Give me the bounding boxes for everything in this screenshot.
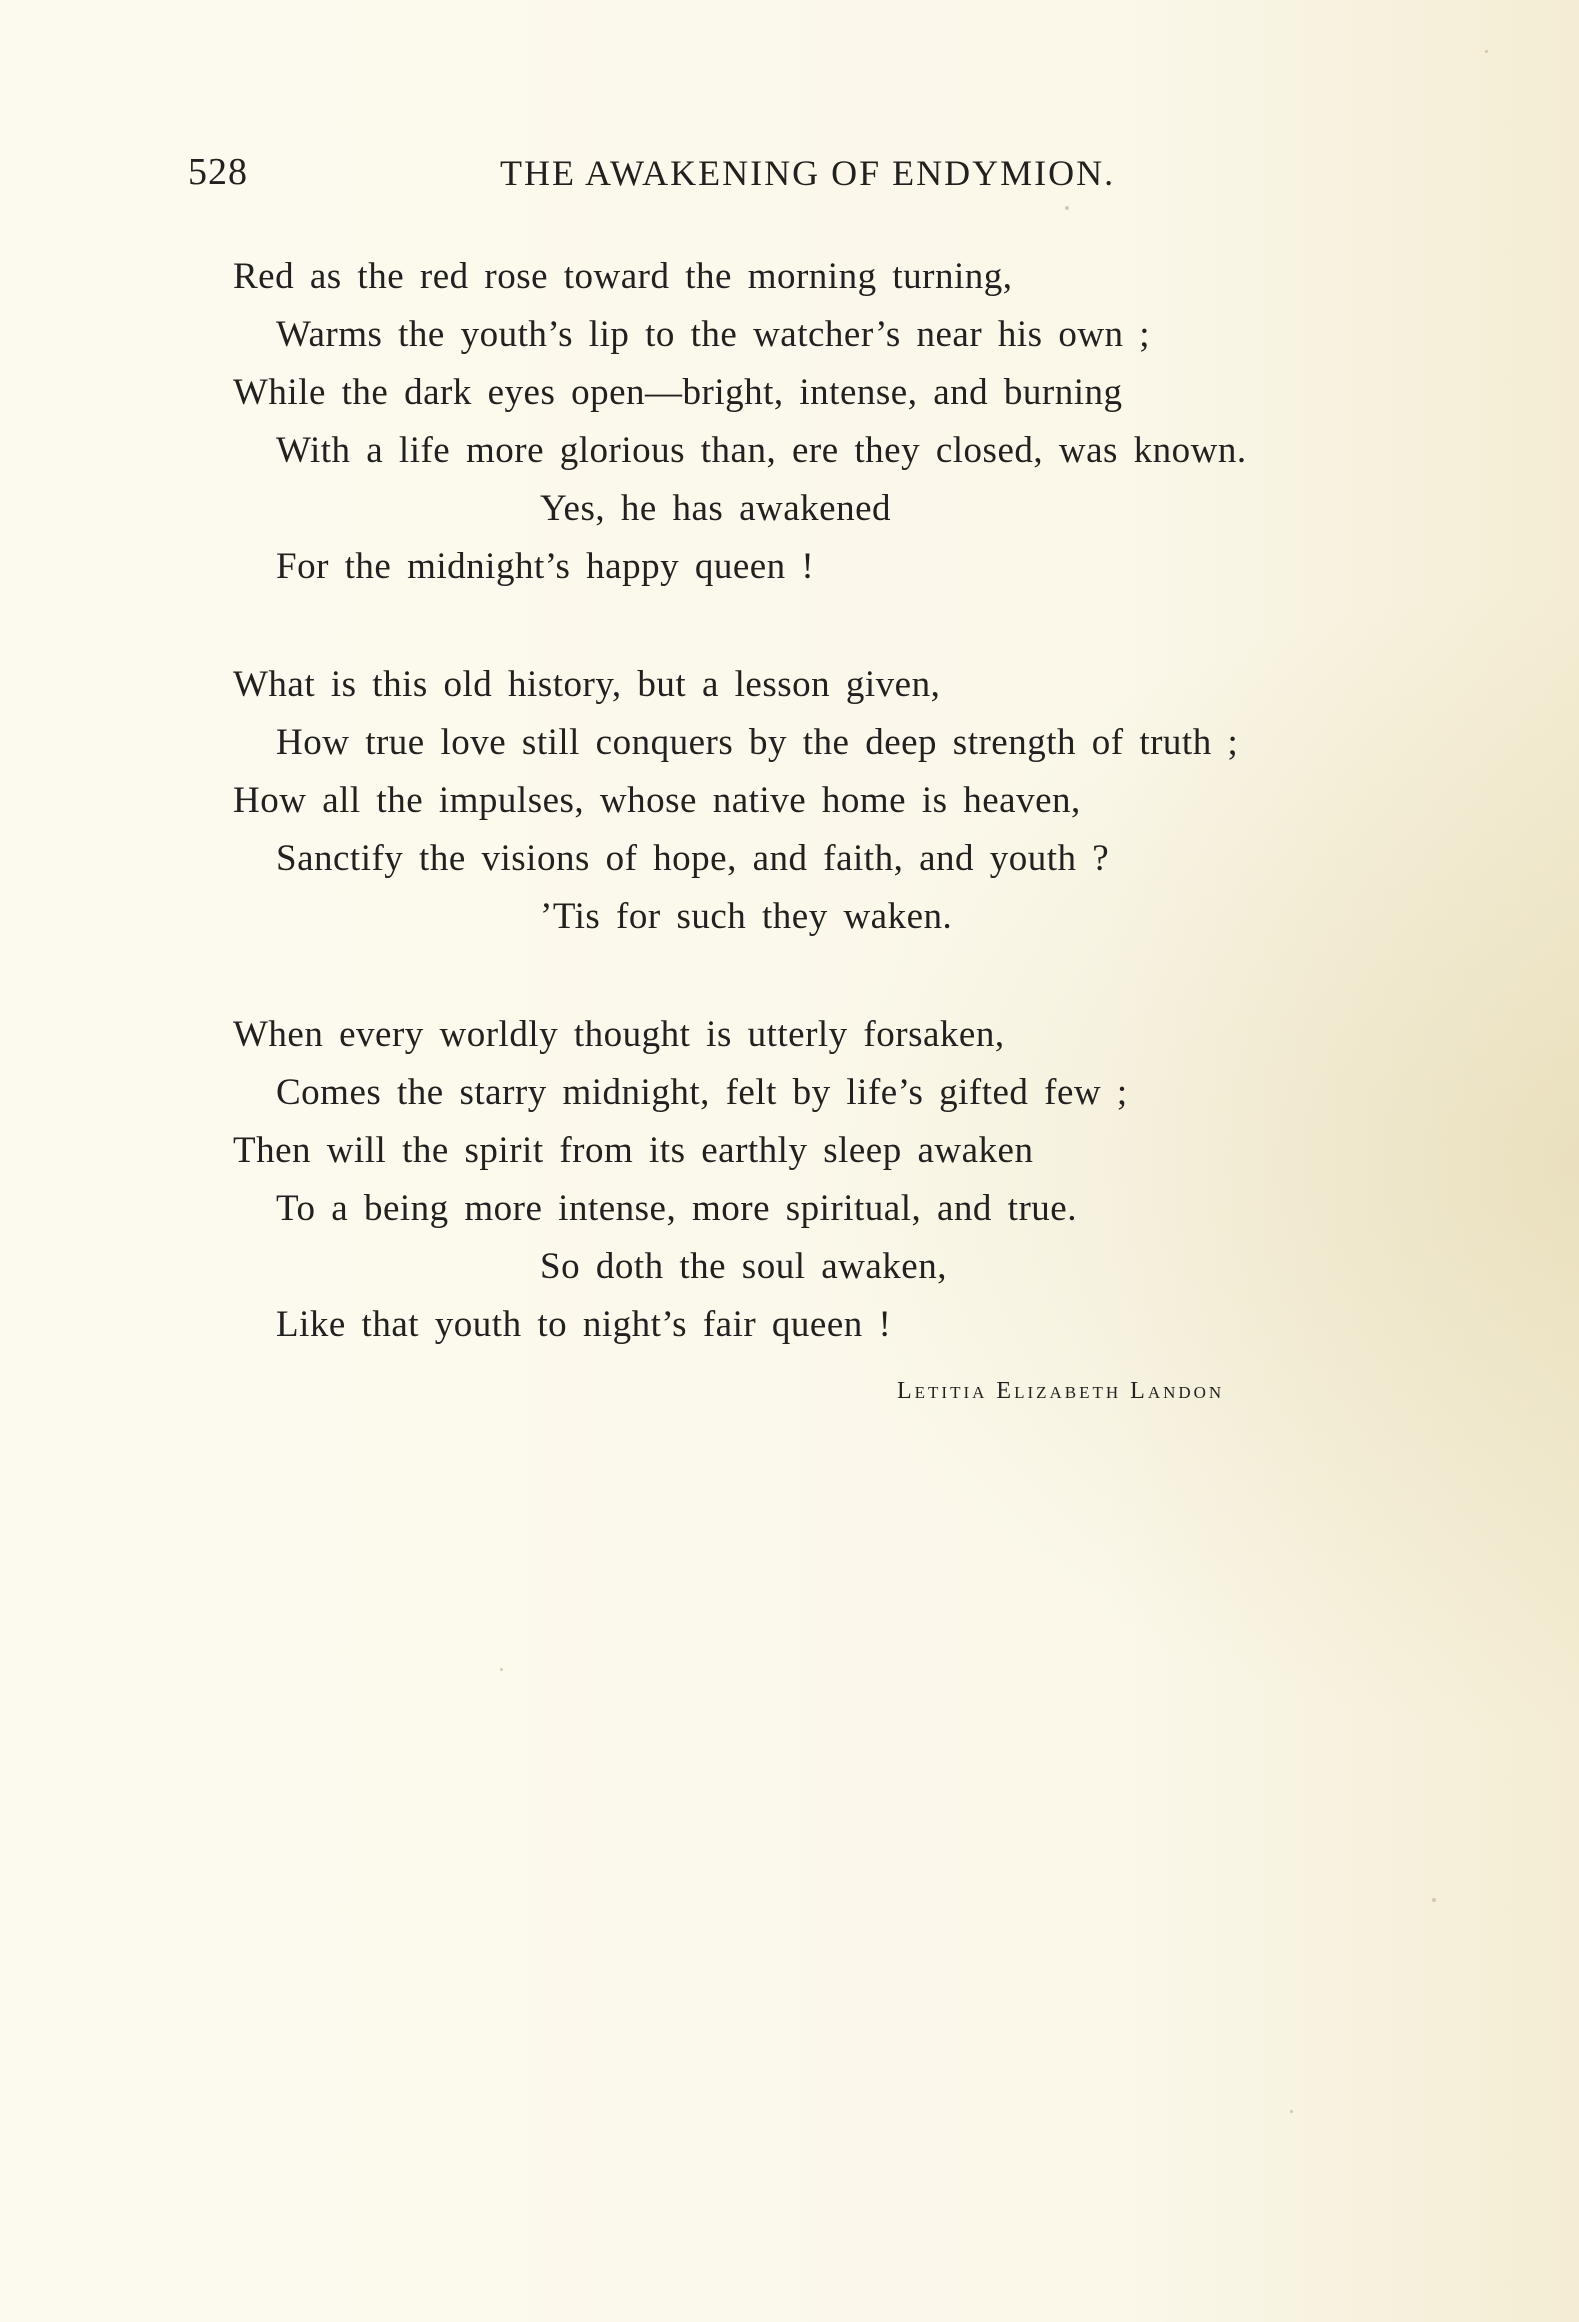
poem-line: How true love still conquers by the deep strength of truth ; [276,722,1239,763]
poem-line: For the midnight’s happy queen ! [276,546,815,587]
poem-line: Then will the spirit from its earthly sleep awaken [233,1130,1034,1171]
poem-line: So doth the soul awaken, [540,1246,947,1287]
poem-line: How all the impulses, whose native home is heaven, [233,780,1081,821]
poem-line: Yes, he has awakened [540,488,891,529]
poem-line: Red as the red rose toward the morning turning, [233,256,1013,297]
poem-line: ’Tis for such they waken. [540,896,953,937]
poem-line: To a being more intense, more spiritual, and true. [276,1188,1077,1229]
paper-speck [1290,2110,1293,2113]
poem-line: Like that youth to night’s fair queen ! [276,1304,892,1345]
paper-speck [1485,50,1488,53]
poem-line: Sanctify the visions of hope, and faith, and youth ? [276,838,1110,879]
paper-speck [1065,206,1069,210]
poem-line: What is this old history, but a lesson given, [233,664,941,705]
poem-line: Warms the youth’s lip to the watcher’s near his own ; [276,314,1151,355]
poem-line: With a life more glorious than, ere they closed, was known. [276,430,1247,471]
author-signature: Letitia Elizabeth Landon [897,1378,1225,1404]
poem-line: When every worldly thought is utterly forsaken, [233,1014,1005,1055]
running-head [188,150,1188,200]
running-title: THE AWAKENING OF ENDYMION. [500,153,1116,193]
poem-line: Comes the starry midnight, felt by life’s gifted few ; [276,1072,1128,1113]
poem-line: While the dark eyes open—bright, intense, and burning [233,372,1123,413]
page-number: 528 [188,151,248,193]
paper-speck [1432,1898,1436,1902]
paper-speck [500,1668,503,1671]
